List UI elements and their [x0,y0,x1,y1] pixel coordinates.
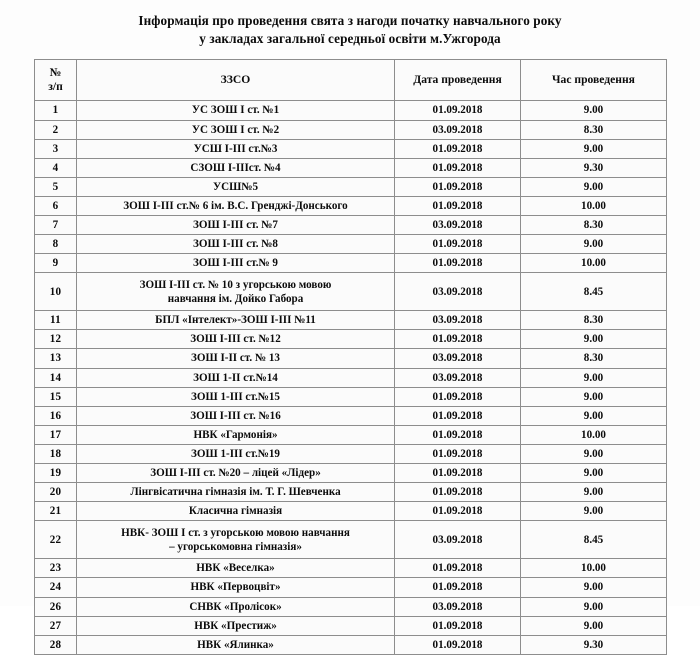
institution-name-line-1: УС ЗОШ І ст. №2 [191,123,280,136]
institution-name-line-1: СЗОШ І-ІІІст. №4 [190,161,281,174]
event-date-cell: 01.09.2018 [395,578,521,597]
event-time-cell: 10.00 [521,196,667,215]
institution-name-cell [77,235,395,254]
row-number-cell: 16 [35,406,77,425]
event-date-cell: 03.09.2018 [395,273,521,311]
table-row [35,330,667,349]
table-row [35,120,667,139]
table-row [35,464,667,483]
table-row [35,406,667,425]
institution-name-cell [77,425,395,444]
event-date-cell: 01.09.2018 [395,387,521,406]
page-title-line-1: Інформація про проведення свята з нагоди початку навчального року [138,13,562,28]
row-number-cell: 22 [35,521,77,559]
institution-name-cell [77,464,395,483]
institution-name-cell [77,216,395,235]
row-number-cell: 7 [35,216,77,235]
institution-name-cell [77,139,395,158]
event-time-cell: 9.00 [521,483,667,502]
event-time-cell: 9.30 [521,635,667,654]
institution-name-line-1: НВК «Престиж» [194,619,277,632]
table-row [35,235,667,254]
institution-name-line-1: ЗОШ І-ІІІ ст. №7 [193,219,278,231]
event-time-cell: 9.00 [521,578,667,597]
event-date-cell: 03.09.2018 [395,521,521,559]
row-number-cell: 2 [35,120,77,139]
institution-name-cell [77,387,395,406]
institution-name-line-1: ЗОШ 1-ІІІ ст.№15 [191,390,280,403]
institution-name-line-1: НВК «Веселка» [196,562,275,575]
column-header-time: Час проведення [521,60,667,101]
institution-name-cell [77,635,395,654]
table-row [35,368,667,387]
column-header-number [35,60,77,101]
institution-name-cell [77,196,395,215]
event-date-cell: 03.09.2018 [395,120,521,139]
event-time-cell: 8.30 [521,311,667,330]
institution-name-cell [77,597,395,616]
event-time-cell: 8.30 [521,349,667,368]
table-row [35,349,667,368]
event-time-cell: 9.00 [521,464,667,483]
row-number-cell: 15 [35,387,77,406]
event-time-cell: 10.00 [521,425,667,444]
institution-name-line-1: Класична гімназія [188,505,283,518]
column-header-institution: ЗЗСО [77,60,395,101]
event-time-cell: 9.00 [521,368,667,387]
event-date-cell: 01.09.2018 [395,254,521,273]
table-row [35,521,667,559]
event-date-cell: 03.09.2018 [395,349,521,368]
institution-name-line-1: ЗОШ І-ІІ ст. № 13 [191,352,280,365]
institution-name-cell [77,368,395,387]
table-row [35,139,667,158]
event-date-cell: 01.09.2018 [395,196,521,215]
row-number-cell: 11 [35,311,77,330]
column-header-number-line-1: № [49,65,62,79]
table-row [35,444,667,463]
table-row [35,273,667,311]
event-date-cell: 01.09.2018 [395,444,521,463]
event-time-cell: 8.30 [521,216,667,235]
schedule-table-container [34,59,666,654]
institution-name-cell [77,177,395,196]
institution-name-line-1: НВК «Первоцвіт» [190,581,281,594]
event-time-cell: 10.00 [521,559,667,578]
institution-name-cell [77,330,395,349]
event-time-cell: 9.00 [521,597,667,616]
table-row [35,311,667,330]
row-number-cell: 26 [35,597,77,616]
row-number-cell: 18 [35,444,77,463]
table-row [35,216,667,235]
institution-name-line-1: ЗОШ І-ІІІ ст. № 10 з угорською мовою [139,278,332,291]
event-date-cell: 01.09.2018 [395,406,521,425]
row-number-cell: 23 [35,559,77,578]
table-row [35,616,667,635]
institution-name-cell [77,483,395,502]
table-row [35,387,667,406]
institution-name-cell [77,444,395,463]
table-row [35,425,667,444]
event-time-cell: 8.30 [521,120,667,139]
institution-name-line-1: СНВК «Пролісок» [189,600,282,613]
table-body [35,101,667,654]
schedule-table [34,59,667,654]
event-date-cell: 03.09.2018 [395,597,521,616]
event-date-cell: 01.09.2018 [395,177,521,196]
table-row [35,502,667,521]
event-time-cell: 8.45 [521,273,667,311]
table-header-row [35,60,667,101]
table-row [35,196,667,215]
institution-name-cell [77,559,395,578]
table-row [35,635,667,654]
institution-name-line-2: навчання ім. Дойко Габора [167,292,304,305]
institution-name-cell [77,254,395,273]
row-number-cell: 1 [35,101,77,120]
event-date-cell: 01.09.2018 [395,616,521,635]
event-date-cell: 01.09.2018 [395,158,521,177]
institution-name-line-1: ЗОШ І-ІІІ ст.№ 9 [193,257,278,270]
event-time-cell: 9.00 [521,139,667,158]
institution-name-line-1: Лінгвісатична гімназія ім. Т. Г. Шевченка [130,486,341,499]
institution-name-line-1: ЗОШ І-ІІІ ст. №8 [193,238,278,251]
event-time-cell: 10.00 [521,254,667,273]
table-row [35,559,667,578]
institution-name-cell [77,311,395,330]
event-time-cell: 9.00 [521,177,667,196]
institution-name-line-2: – угорськомовна гімназія» [169,540,302,553]
event-date-cell: 03.09.2018 [395,368,521,387]
table-row [35,101,667,120]
row-number-cell: 6 [35,196,77,215]
event-date-cell: 01.09.2018 [395,464,521,483]
institution-name-line-1: ЗОШ 1-ІІ ст.№14 [193,371,278,384]
row-number-cell: 8 [35,235,77,254]
table-header [35,60,667,101]
event-time-cell: 9.00 [521,387,667,406]
row-number-cell: 12 [35,330,77,349]
row-number-cell: 28 [35,635,77,654]
event-date-cell: 01.09.2018 [395,559,521,578]
event-time-cell: 8.45 [521,521,667,559]
institution-name-cell [77,521,395,559]
row-number-cell: 5 [35,177,77,196]
event-date-cell: 01.09.2018 [395,635,521,654]
institution-name-line-1: ЗОШ І-ІІІ ст. №12 [190,333,281,346]
row-number-cell: 13 [35,349,77,368]
row-number-cell: 20 [35,483,77,502]
event-date-cell: 01.09.2018 [395,235,521,254]
row-number-cell: 4 [35,158,77,177]
institution-name-line-1: НВК «Гармонія» [193,428,278,441]
institution-name-cell [77,349,395,368]
row-number-cell: 3 [35,139,77,158]
institution-name-cell [77,406,395,425]
event-time-cell: 9.00 [521,235,667,254]
institution-name-line-1: УС ЗОШ І ст. №1 [191,104,280,117]
table-row [35,158,667,177]
event-time-cell: 9.00 [521,330,667,349]
event-date-cell: 01.09.2018 [395,483,521,502]
institution-name-cell [77,502,395,521]
institution-name-line-1: УСШ І-ІІІ ст.№3 [193,142,278,155]
page-title-line-2: у закладах загальної середньої освіти м.Ужгорода [199,31,501,47]
institution-name-line-1: НВК «Ялинка» [197,638,274,651]
event-date-cell: 01.09.2018 [395,330,521,349]
institution-name-cell [77,120,395,139]
institution-name-line-1: ЗОШ І-ІІІ ст. №16 [190,409,281,422]
page-title [0,0,700,48]
row-number-cell: 9 [35,254,77,273]
row-number-cell: 14 [35,368,77,387]
institution-name-line-1: ЗОШ І-ІІІ ст.№ 6 ім. В.С. Гренджі-Донського [123,199,348,212]
row-number-cell: 17 [35,425,77,444]
table-row [35,578,667,597]
column-header-date: Дата проведення [395,60,521,101]
institution-name-line-1: ЗОШ І-ІІІ ст. №20 – ліцей «Лідер» [150,467,321,480]
row-number-cell: 10 [35,273,77,311]
table-row [35,597,667,616]
institution-name-cell [77,158,395,177]
event-date-cell: 01.09.2018 [395,139,521,158]
institution-name-cell [77,578,395,597]
row-number-cell: 21 [35,502,77,521]
event-date-cell: 03.09.2018 [395,311,521,330]
event-time-cell: 9.00 [521,502,667,521]
institution-name-cell [77,616,395,635]
event-date-cell: 03.09.2018 [395,216,521,235]
event-time-cell: 9.00 [521,444,667,463]
table-row [35,254,667,273]
event-time-cell: 9.00 [521,101,667,120]
row-number-cell: 27 [35,616,77,635]
event-time-cell: 9.30 [521,158,667,177]
table-row [35,177,667,196]
institution-name-line-1: УСШ№5 [212,180,259,193]
event-date-cell: 01.09.2018 [395,425,521,444]
table-row [35,483,667,502]
column-header-number-line-2: з/п [48,80,63,94]
event-time-cell: 9.00 [521,406,667,425]
event-time-cell: 9.00 [521,616,667,635]
row-number-cell: 24 [35,578,77,597]
institution-name-cell [77,273,395,311]
institution-name-cell [77,101,395,120]
institution-name-line-1: БПЛ «Інтелект»-ЗОШ І-ІІІ №11 [155,314,316,327]
event-date-cell: 01.09.2018 [395,101,521,120]
institution-name-line-1: ЗОШ 1-ІІІ ст.№19 [191,447,280,460]
event-date-cell: 01.09.2018 [395,502,521,521]
institution-name-line-1: НВК- ЗОШ І ст. з угорською мовою навчання [121,526,350,539]
row-number-cell: 19 [35,464,77,483]
